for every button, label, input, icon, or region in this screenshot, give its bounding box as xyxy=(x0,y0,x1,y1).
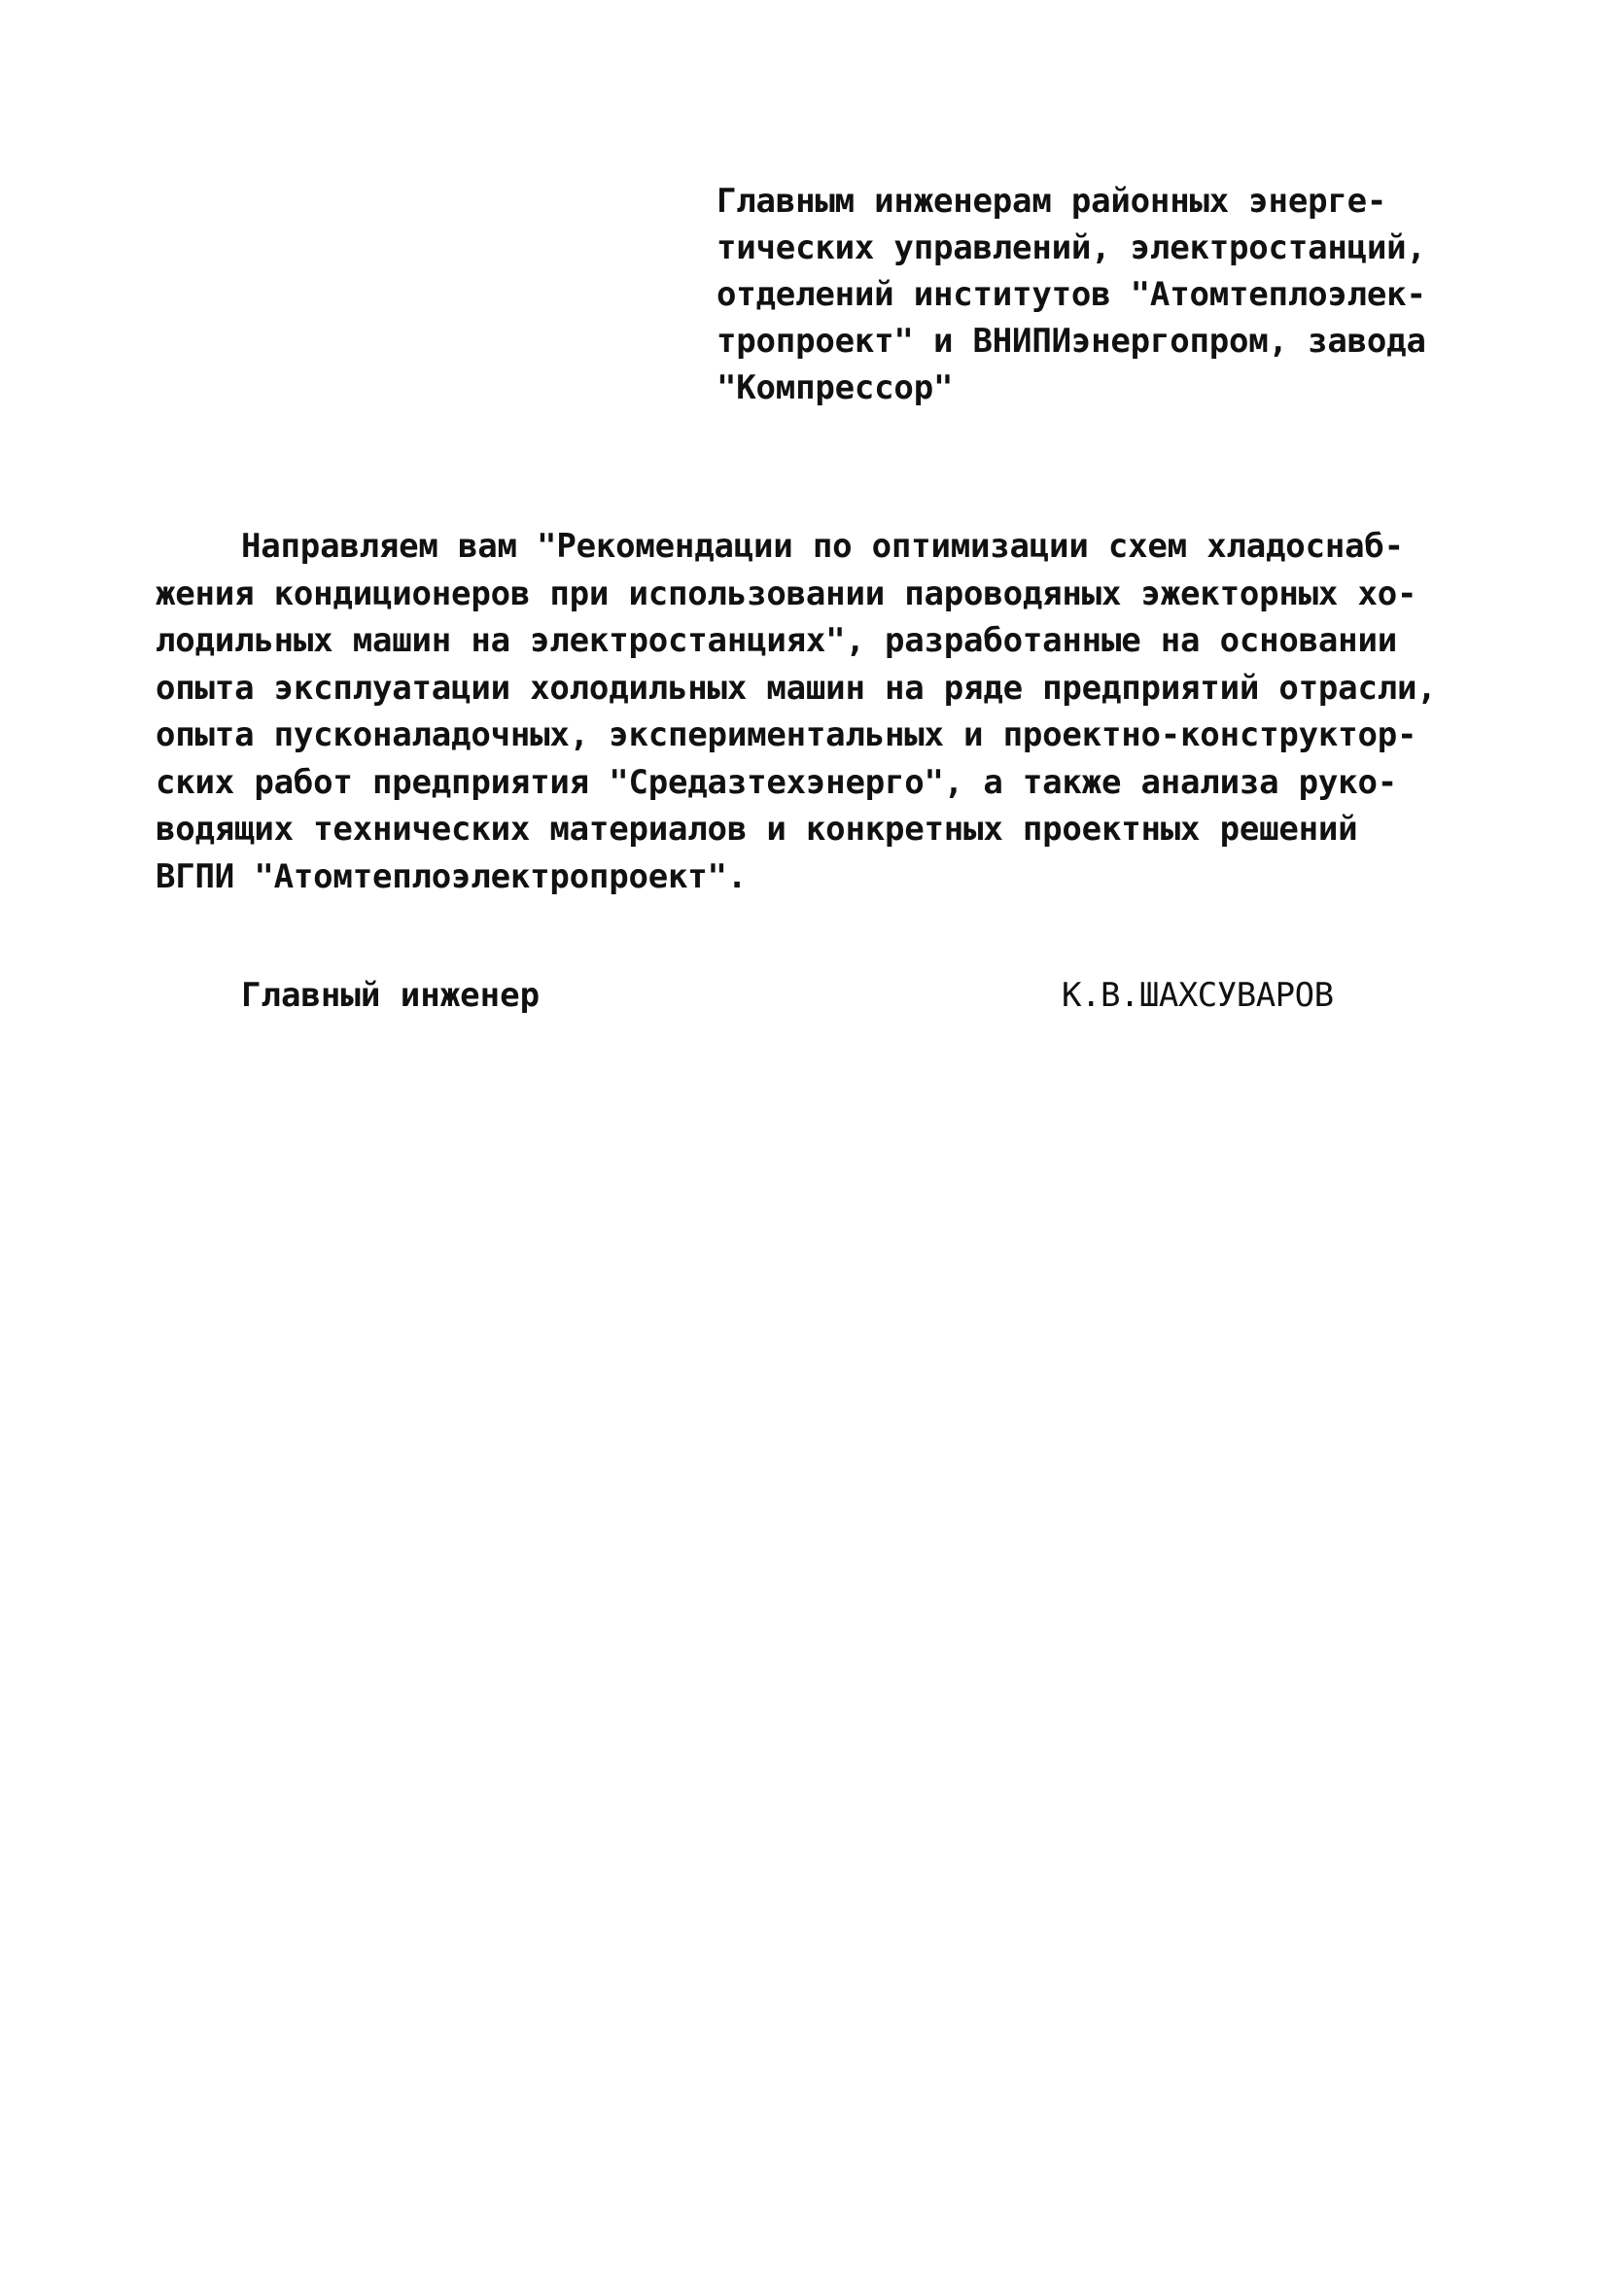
body-line: Направляем вам "Рекомендации по оптимизации схем хладоснаб- xyxy=(241,527,1404,566)
letter-body xyxy=(156,523,1478,900)
body-line: ВГПИ "Атомтеплоэлектропроект". xyxy=(156,856,748,896)
body-line: опыта эксплуатации холодильных машин на ряде предприятий отрасли, xyxy=(156,668,1437,708)
addressee-line: отделений институтов "Атомтеплоэлек- xyxy=(717,275,1426,314)
signatory-name: К.В.ШАХСУВАРОВ xyxy=(1062,976,1334,1015)
body-line: лодильных машин на электростанциях", разработанные на основании xyxy=(156,621,1397,660)
body-line: жения кондиционеров при использовании пароводяных эжекторных хо- xyxy=(156,574,1417,613)
addressee-line: тических управлений, электростанций, xyxy=(717,228,1426,267)
addressee-line: Главным инженерам районных энерге- xyxy=(717,182,1387,221)
signature-block xyxy=(0,972,1608,1030)
body-line: водящих технических материалов и конкретных проектных решений xyxy=(156,810,1358,849)
body-line: опыта пусконаладочных, экспериментальных и проектно-конструктор- xyxy=(156,715,1417,754)
addressee-line: "Компрессор" xyxy=(717,368,954,407)
addressee-block xyxy=(717,178,1514,411)
signatory-position: Главный инженер xyxy=(241,976,541,1015)
body-line: ских работ предприятия "Средазтехэнерго", а также анализа руко- xyxy=(156,762,1397,802)
addressee-line: тропроект" и ВНИПИэнергопром, завода xyxy=(717,322,1426,361)
